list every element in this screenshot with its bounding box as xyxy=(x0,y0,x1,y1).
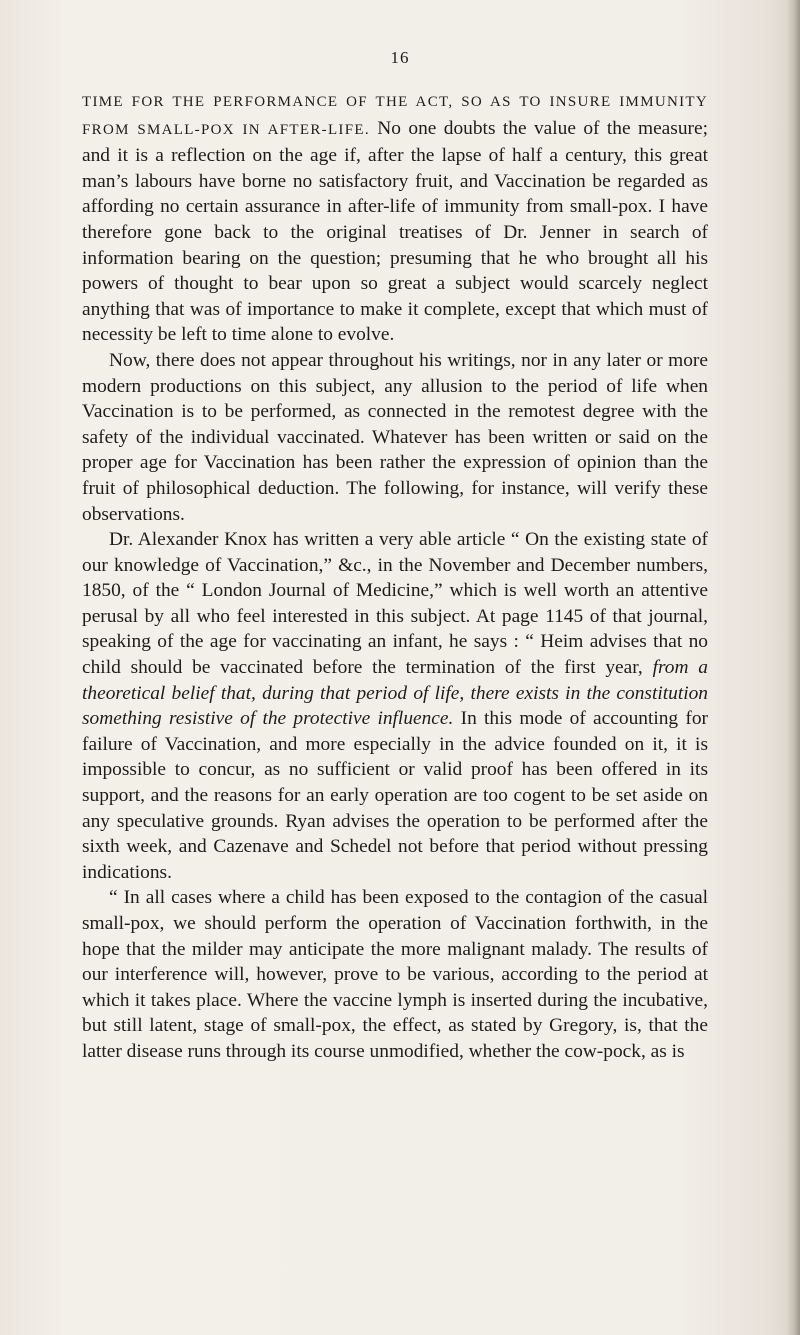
paragraph-3-text: Dr. Alexander Knox has written a very able article “ On the existing state of our knowledge of Vaccination,” &c., in the November and December numbers, 1850, of the “ London Journal of Medicine,” which is well worth an attentive perusal by all who feel interested in this subject. At page 1145 of that journal, speaking of the age for vaccinating an infant, he says : “ Heim advises that no child should be vaccinated before the termination of the first year, xyxy=(82,529,708,679)
paragraph-3-italic-quote: from a theoretical belief that, during that period of life, there exists in the constitution something resistive of the protective influence. xyxy=(82,657,708,730)
section-heading-caps: TIME FOR THE PERFORMANCE OF THE ACT, SO AS TO INSURE IMMUNITY FROM SMALL-POX IN AFTER-LIFE. xyxy=(82,94,708,138)
paragraph-4: “ In all cases where a child has been exposed to the contagion of the casual small-pox, we should perform the operation of Vaccination forthwith, in the hope that the milder may anticipate the more malignant malady. The results of our interference will, however, prove to be various, according to the period at which it takes place. Where the vaccine lymph is inserted during the incubative, but still latent, stage of small-pox, the effect, as stated by Gregory, is, that the latter disease runs through its course unmodified, whether the cow-pock, as is xyxy=(82,887,708,1062)
paragraph-1 xyxy=(82,88,708,348)
paragraph-2: Now, there does not appear throughout his writings, nor in any later or more modern productions on this subject, any allusion to the period of life when Vaccination is to be performed, as connected in the remotest degree with the safety of the individual vaccinated. Whatever has been written or said on the proper age for Vaccination has been rather the expression of opinion than the fruit of philosophical deduction. The following, for instance, will verify these observations. xyxy=(82,349,708,525)
paragraph-3 xyxy=(82,527,708,885)
body-text xyxy=(82,88,708,1065)
paragraph-3-text-continued: In this mode of accounting for failure of Vaccination, and more especially in the advice founded on it, it is impossible to concur, as no sufficient or valid proof has been offered in its support, and the reasons for an early operation are too cogent to be set aside on any speculative grounds. Ryan advises the operation to be performed after the sixth week, and Cazenave and Schedel not before that period without pressing indications. xyxy=(82,708,708,883)
page-edge-shadow xyxy=(786,0,800,1335)
paragraph-1-body: No one doubts the value of the measure; and it is a reflection on the age if, after the lapse of half a century, this great man’s labours have borne no satisfactory fruit, and Vaccination be regarded as affording no certain assurance in after-life of immunity from small-pox. I have therefore gone back to the original treatises of Dr. Jenner in search of information bearing on the question; presuming that he who brought all his powers of thought to bear upon so great a subject would scarcely neglect anything that was of importance to make it complete, except that which must of necessity be left to time alone to evolve. xyxy=(82,117,708,346)
page-number: 16 xyxy=(390,48,410,67)
